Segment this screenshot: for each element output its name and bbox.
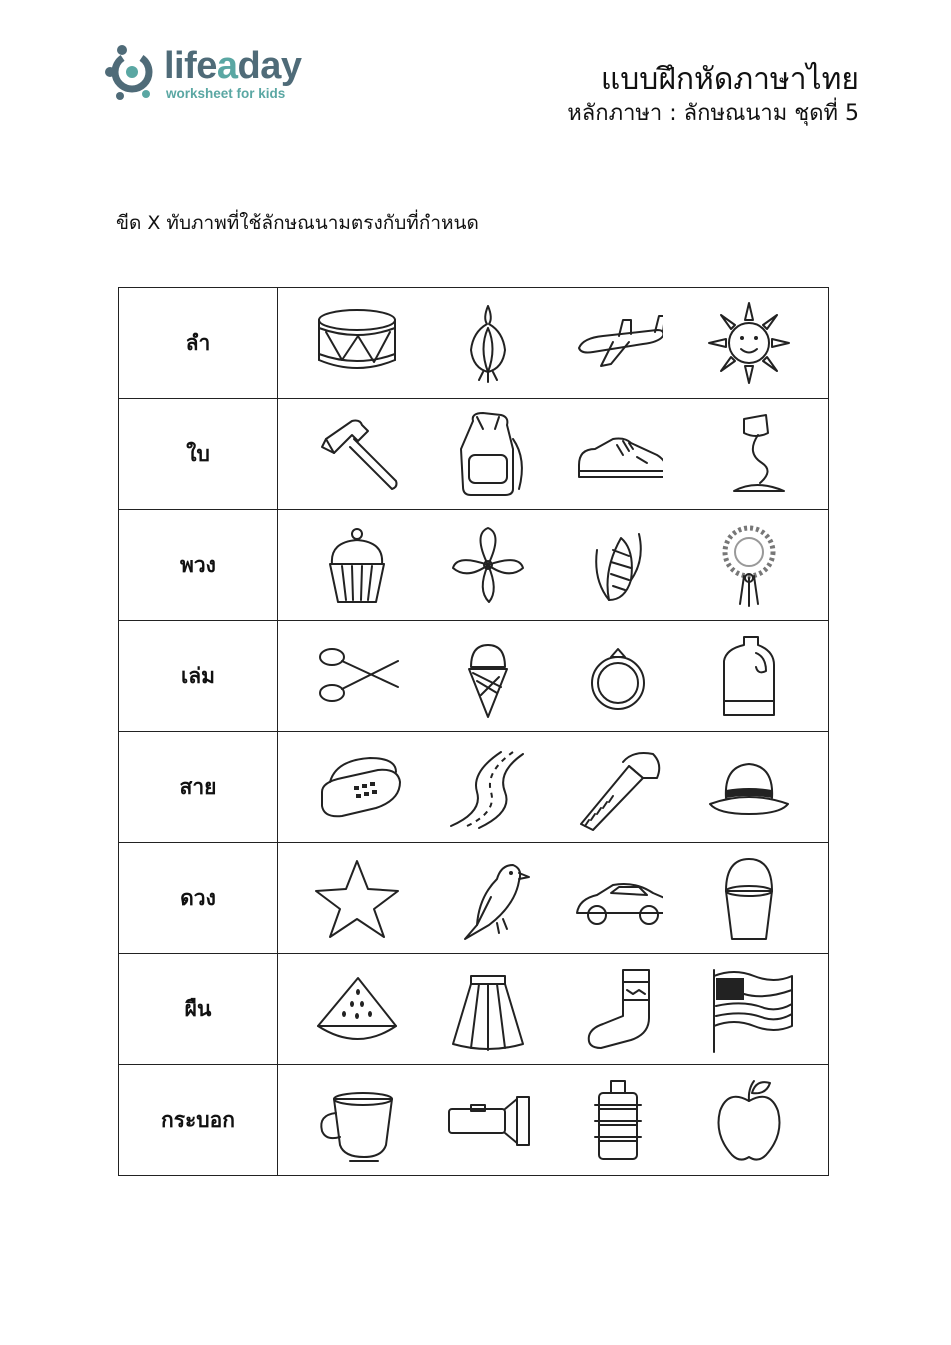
worksheet-row [119,954,829,1065]
worksheet-row [119,1065,829,1176]
worksheet-table [118,287,829,1176]
garland-icon[interactable] [699,520,799,610]
picture-cell [278,843,829,954]
sock-icon[interactable] [568,964,668,1054]
car-icon[interactable] [568,853,668,943]
bucket-icon[interactable] [699,853,799,943]
corn-icon[interactable] [568,520,668,610]
picture-cell [278,399,829,510]
picture-cell [278,621,829,732]
bird-icon[interactable] [438,853,538,943]
worksheet-row [119,399,829,510]
picture-cell [278,1065,829,1176]
flashlight-icon[interactable] [438,1075,538,1165]
classifier-label: กระบอก [119,1065,278,1176]
telephone-icon[interactable] [307,742,407,832]
skirt-icon[interactable] [438,964,538,1054]
picture-cell [278,288,829,399]
worksheet-row [119,288,829,399]
picture-cell [278,732,829,843]
hammer-icon[interactable] [307,409,407,499]
classifier-label: ผืน [119,954,278,1065]
classifier-label: ดวง [119,843,278,954]
watermelon-icon[interactable] [307,964,407,1054]
classifier-label: เล่ม [119,621,278,732]
worksheet-row [119,510,829,621]
desk-lamp-icon[interactable] [699,409,799,499]
classifier-label: สาย [119,732,278,843]
classifier-label: ใบ [119,399,278,510]
page-subtitle: หลักภาษา : ลักษณนาม ชุดที่ 5 [567,101,859,126]
apple-icon[interactable] [699,1075,799,1165]
classifier-label: พวง [119,510,278,621]
star-icon[interactable] [307,853,407,943]
logo-wordmark: lifeaday [164,45,302,87]
classifier-label: ลำ [119,288,278,399]
food-carrier-icon[interactable] [568,1075,668,1165]
scissors-icon[interactable] [307,631,407,721]
flower-icon[interactable] [438,520,538,610]
page-title: แบบฝึกหัดภาษาไทย [600,62,859,97]
hat-icon[interactable] [699,742,799,832]
ring-icon[interactable] [568,631,668,721]
road-icon[interactable] [438,742,538,832]
cupcake-icon[interactable] [307,520,407,610]
logo [104,42,324,106]
instruction-text: ขีด X ทับภาพที่ใช้ลักษณนามตรงกับที่กำหนด [116,212,479,234]
backpack-icon[interactable] [438,409,538,499]
sneaker-icon[interactable] [568,409,668,499]
picture-cell [278,954,829,1065]
drum-icon[interactable] [307,298,407,388]
worksheet-row [119,843,829,954]
logo-tagline: worksheet for kids [166,86,286,101]
flag-icon[interactable] [699,964,799,1054]
airplane-icon[interactable] [568,298,668,388]
sun-icon[interactable] [699,298,799,388]
milk-jug-icon[interactable] [699,631,799,721]
onion-icon[interactable] [438,298,538,388]
logo-mark-icon [104,42,160,106]
cup-icon[interactable] [307,1075,407,1165]
picture-cell [278,510,829,621]
ice-cream-icon[interactable] [438,631,538,721]
worksheet-row [119,621,829,732]
worksheet-row [119,732,829,843]
saw-icon[interactable] [568,742,668,832]
